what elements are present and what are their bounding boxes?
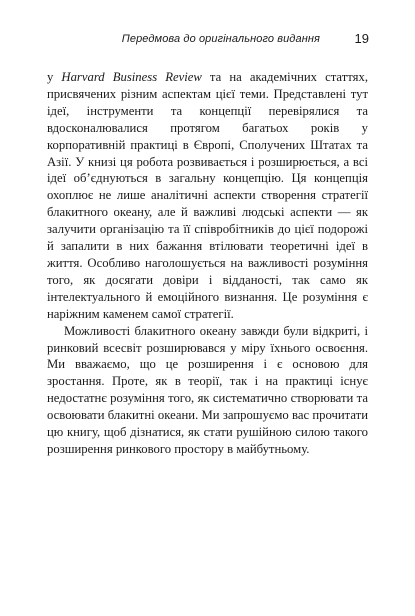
running-header-title: Передмова до оригінального видання xyxy=(121,33,320,45)
body-text xyxy=(47,69,368,458)
paragraph-prefix: у xyxy=(47,70,62,84)
journal-title: Harvard Business Review xyxy=(61,70,202,84)
paragraph: Можливості блакитного океану завжди були відкриті, і ринковий всесвіт розширювався у міру їхнього освоєння. Ми вважаємо, що це розширення і є основою для зростання. Проте, як в теорії, так і на практиці існує недостатнє розуміння того, як систематично створювати та освоювати блакитні океани. Ми запрошуємо вас прочитати цю книгу, щоб дізнатися, як стати рушійною силою такого розширення ринкового простору в майбутньому. xyxy=(47,323,368,456)
running-header xyxy=(0,31,415,51)
paragraph-continued-text: та на академічних статтях, присвячених різним аспектам цієї теми. Представлені тут ідеї, інструменти та концепції перевірялися та вдосконалювалися протягом багатьох років у корпоративній практиці в Європі, Сполучених Штатах та Азії. У книзі ця робота розвивається і розширюється, а всі ідеї об’єднуються в загальну концепцію. Ця концепція охоплює не лише аналітичні аспекти створення стратегії блакитного океану, але й важливі людські аспекти — як залучити організацію та її співробітників до цієї подорожі й запалити в них бажання втілювати теоретичні ідеї в життя. Особливо наголошується на важливості розуміння того, як досягати довіри і відданості, так само як інтелектуального й емоційного визнання. Це розуміння є наріжним каменем самої стратегії. xyxy=(47,70,368,321)
paragraph-continued xyxy=(47,69,368,323)
page-number: 19 xyxy=(354,31,369,46)
